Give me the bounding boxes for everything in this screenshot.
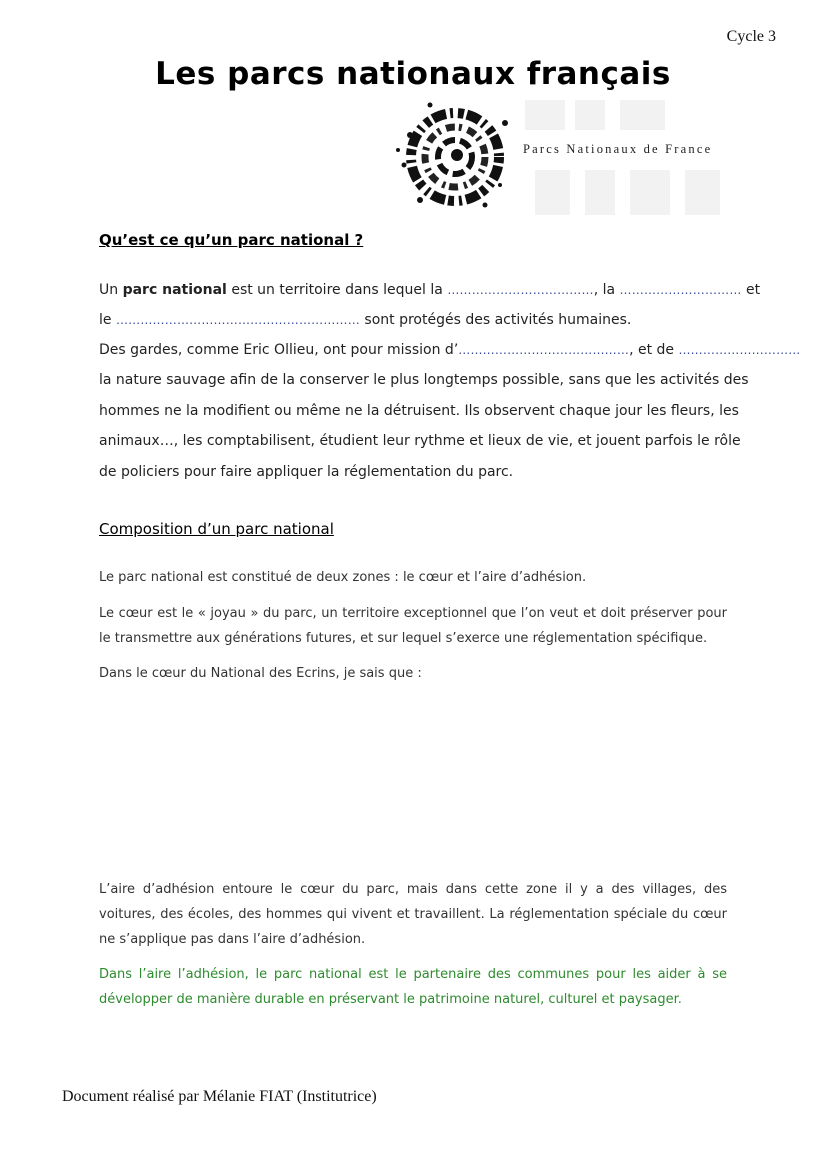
fill-blank-2[interactable]: ………………………… bbox=[619, 283, 742, 297]
text-span: , la bbox=[593, 282, 620, 298]
paragraph: Dans le cœur du National des Ecrins, je sais que : bbox=[99, 666, 422, 681]
text-line: de policiers pour faire appliquer la réglementation du parc. bbox=[99, 464, 514, 480]
section-heading-definition: Qu’est ce qu’un parc national ? bbox=[99, 231, 364, 249]
text-line bbox=[99, 282, 761, 298]
paragraph: Le cœur est le « joyau » du parc, un territoire exceptionnel que l’on veut et doit préserver pour le transmettre aux générations futures, et sur lequel s’exerce une réglementation spécifique. bbox=[99, 606, 727, 646]
parcs-nationaux-logo bbox=[390, 95, 735, 225]
text-line: animaux…, les comptabilisent, étudient leur rythme et lieux de vie, et jouent parfois le rôle bbox=[99, 433, 741, 449]
fill-blank-3[interactable]: …………………………………………………… bbox=[115, 313, 360, 327]
text-span: Des gardes, comme Eric Ollieu, ont pour mission d’ bbox=[99, 342, 459, 358]
text-line bbox=[99, 342, 801, 358]
text-span: le bbox=[99, 312, 116, 328]
text-line bbox=[99, 312, 727, 328]
fill-blank-4[interactable]: …………………………………… bbox=[458, 343, 630, 357]
text-span: et bbox=[741, 282, 761, 298]
cycle-label: Cycle 3 bbox=[726, 28, 776, 45]
spiral-logo-icon bbox=[396, 103, 508, 208]
text-line: la nature sauvage afin de la conserver le plus longtemps possible, sans que les activités des bbox=[99, 372, 749, 388]
text-span: Un bbox=[99, 282, 123, 298]
footer-credit: Document réalisé par Mélanie FIAT (Institutrice) bbox=[62, 1088, 377, 1105]
fill-blank-1[interactable]: ……………………………… bbox=[447, 283, 594, 297]
paragraph-green: Dans l’aire l’adhésion, le parc national est le partenaire des communes pour les aider à se développer de manière durable en préservant le patrimoine naturel, culturel et paysager. bbox=[99, 967, 727, 1007]
bold-term: parc national bbox=[122, 282, 227, 298]
text-span: sont protégés des activités humaines. bbox=[359, 312, 632, 328]
text-span: est un territoire dans lequel la bbox=[226, 282, 448, 298]
section-heading-composition: Composition d’un parc national bbox=[99, 520, 334, 538]
logo-caption: Parcs Nationaux de France bbox=[523, 142, 713, 156]
paragraph: L’aire d’adhésion entoure le cœur du parc, mais dans cette zone il y a des villages, des voitures, des écoles, des hommes qui vivent et travaillent. La réglementation spéciale du cœur ne s’applique pas dans l’aire d’adhésion. bbox=[99, 882, 727, 947]
fill-blank-5[interactable]: ………………………… bbox=[678, 343, 801, 357]
text-line: hommes ne la modifient ou même ne la détruisent. Ils observent chaque jour les fleurs, les bbox=[99, 403, 739, 419]
text-span: , et de bbox=[629, 342, 679, 358]
paragraph: Le parc national est constitué de deux zones : le cœur et l’aire d’adhésion. bbox=[99, 570, 587, 585]
page-title: Les parcs nationaux français bbox=[155, 56, 671, 92]
